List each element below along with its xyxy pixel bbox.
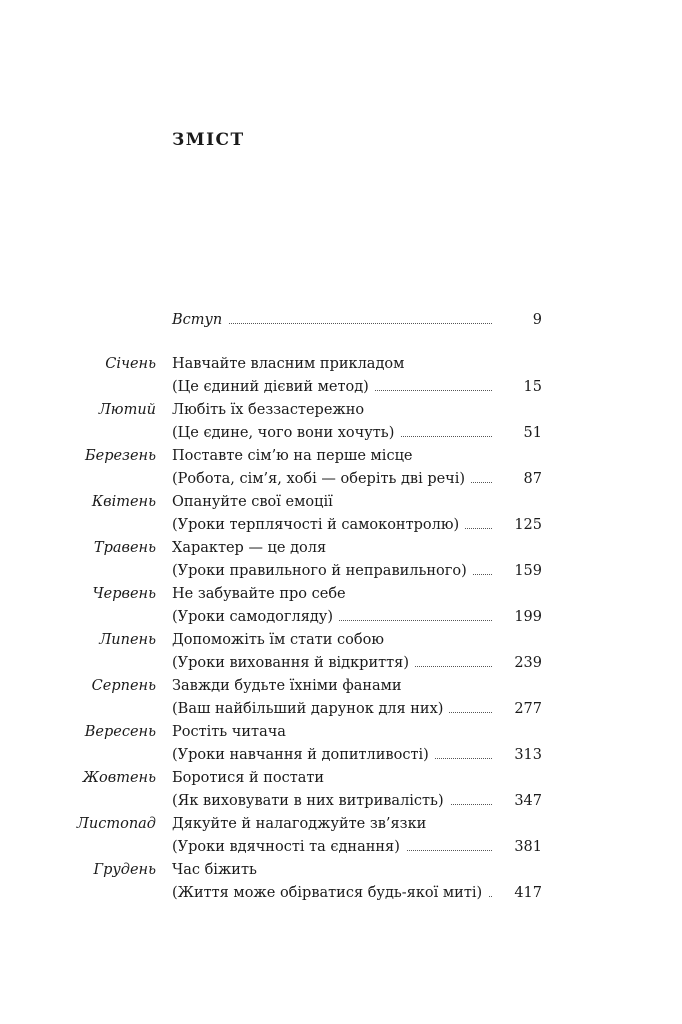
toc-entry[interactable] [0,767,682,813]
page-number: 239 [514,655,542,671]
entry-subtitle: (Уроки самодогляду) [172,606,339,628]
entry-title: Не забувайте про себе [172,586,346,602]
entry-subtitle: (Це єдиний дієвий метод) [172,376,375,398]
page-number: 199 [514,609,542,625]
entry-subtitle: (Як виховувати в них витривалість) [172,790,450,812]
page-number: 313 [514,747,542,763]
toc-entry[interactable] [0,583,682,629]
entry-month: Серпень [91,678,156,694]
page-number: 277 [514,701,542,717]
entry-subtitle: (Уроки терплячості й самоконтролю) [172,514,465,536]
toc-entry[interactable] [0,445,682,491]
entry-month: Січень [105,356,156,372]
entry-month: Червень [92,586,156,602]
entry-title: Навчайте власним прикладом [172,356,405,372]
entry-month: Вересень [84,724,156,740]
page-number: 159 [514,563,542,579]
toc-intro[interactable] [172,309,542,331]
entry-subtitle: (Уроки правильного й неправильного) [172,560,473,582]
page-title: ЗМІСТ [172,130,245,150]
page-number: 15 [523,379,542,395]
entry-month: Лютий [98,402,156,418]
page-number: 87 [523,471,542,487]
toc-entry[interactable] [0,491,682,537]
entry-subtitle: (Уроки навчання й допитливості) [172,744,435,766]
toc-entry[interactable] [0,813,682,859]
toc-entry[interactable] [0,721,682,767]
entry-subtitle: (Робота, сім’я, хобі — оберіть дві речі) [172,468,471,490]
entry-title: Поставте сім’ю на перше місце [172,448,413,464]
page-number: 125 [514,517,542,533]
entry-subtitle: (Ваш найбільший дарунок для них) [172,698,449,720]
entry-title: Любіть їх беззастережно [172,402,365,418]
entry-month: Грудень [93,862,156,878]
entry-title: Опануйте свої емоції [172,494,333,510]
entry-subtitle: (Життя може обірватися будь-якої миті) [172,882,488,904]
toc-entry[interactable] [0,859,682,905]
entry-title: Допоможіть їм стати собою [172,632,384,648]
entry-month: Липень [99,632,156,648]
entry-month: Квітень [91,494,156,510]
entry-title: Завжди будьте їхніми фанами [172,678,402,694]
entry-month: Травень [93,540,156,556]
entry-title: Боротися й постати [172,770,325,786]
toc-entry[interactable] [0,399,682,445]
page-number: 347 [514,793,542,809]
entry-month: Листопад [76,816,156,832]
entry-subtitle: (Уроки вдячності та єднання) [172,836,406,858]
page-number: 381 [514,839,542,855]
entry-month: Березень [84,448,156,464]
entry-title: Ростіть читача [172,724,286,740]
entry-title: Час біжить [172,862,257,878]
toc-entry[interactable] [0,537,682,583]
entry-title: Дякуйте й налагоджуйте зв’язки [172,816,427,832]
entry-title: Характер — це доля [172,540,327,556]
page-number: 9 [532,312,542,328]
page-number: 51 [523,425,542,441]
toc-entry[interactable] [0,353,682,399]
toc-entry[interactable] [0,675,682,721]
intro-label: Вступ [172,309,228,331]
toc-entry[interactable] [0,629,682,675]
entry-month: Жовтень [82,770,156,786]
page-number: 417 [514,885,542,901]
entry-subtitle: (Уроки виховання й відкриття) [172,652,415,674]
entry-subtitle: (Це єдине, чого вони хочуть) [172,422,400,444]
